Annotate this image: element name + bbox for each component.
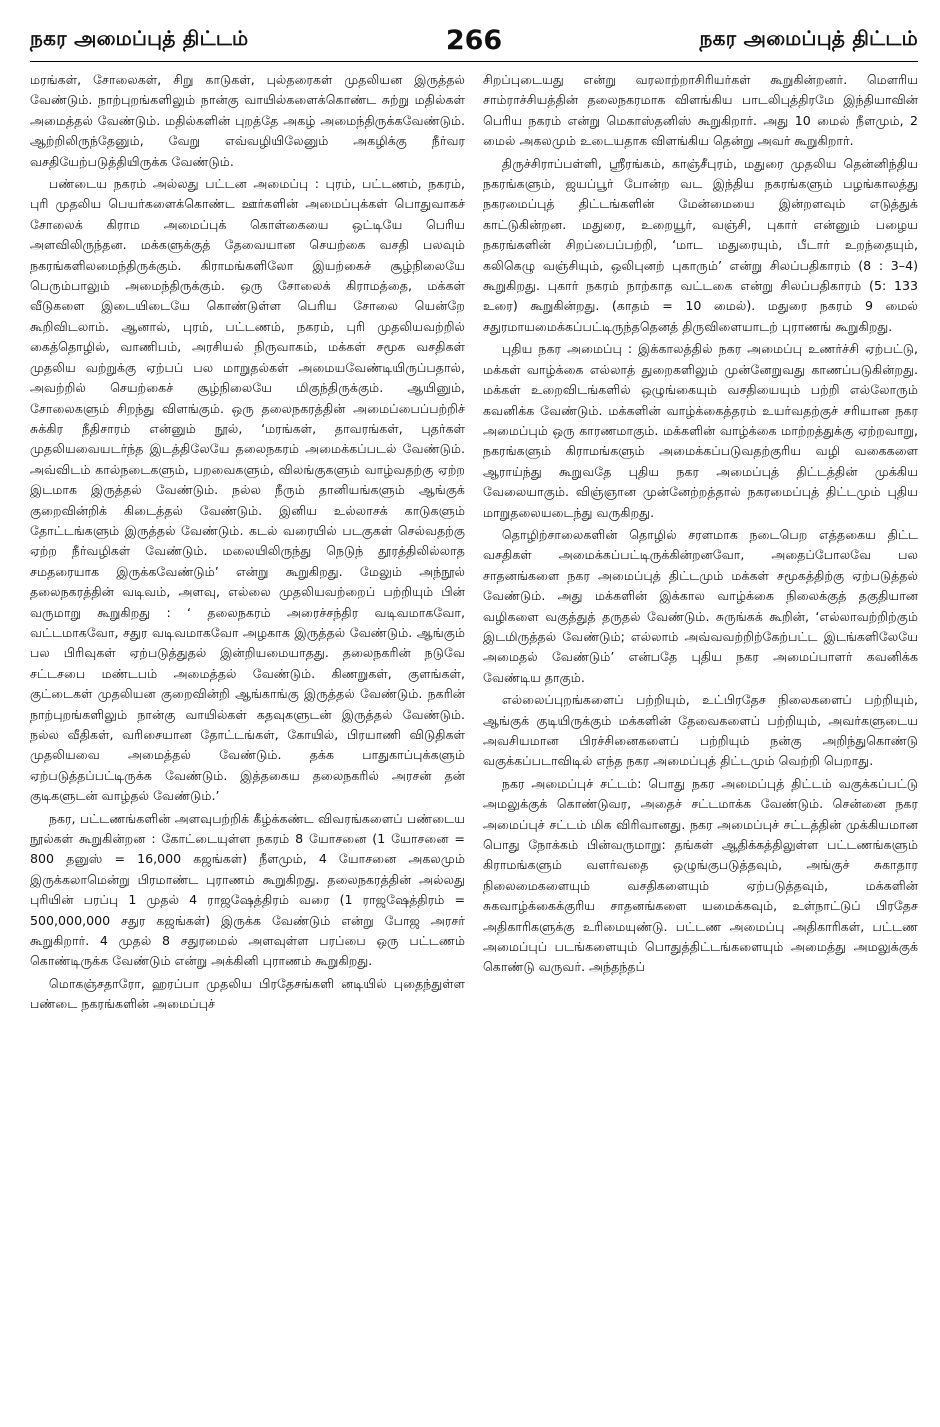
paragraph: சிறப்புடையது என்று வரலாற்றாசிரியர்கள் கூறுகின்றனர். மௌரிய சாம்ராச்சியத்தின் தலைநகரமாக விளங்கிய பாடலிபுத்திரமே இந்தியாவின் பெரிய நகரம் என்று மெகாஸ்தனிஸ் கூறுகிறார். அது 10 மைல் நீளமும், 2 மைல் அகலமும் உடையதாக விளங்கிய தென்று அவர் கூறுகிறார்.: [483, 72, 918, 149]
paragraph: நகர, பட்டணங்களின் அளவுபற்றிக் கீழ்க்கண்ட விவரங்களைப் பண்டைய நூல்கள் கூறுகின்றன : கோட்டையுள்ள நகரம் 8 யோசனை (1 யோசனை = 800 தனுஸ் = 16,000 கஜங்கள்) நீளமும், 4 யோசனை அகலமும் இருக்கலாமென்று பிரமாண்ட புராணம் கூறுகிறது. தலைநகரத்தின் அல்லது புரியின் பரப்பு 1 முதல் 4 ராஜஷேத்திரம் வரை (1 ராஜஷேத்திரம் = 500,000,000 சதுர கஜங்கள்) இருக்க வேண்டும் என்று போஜ அரசர் கூறுகிறார். 4 முதல் 8 சதுரமைல் அளவுள்ள பரப்பை ஒரு பட்டணம் கொண்டிருக்க வேண்டும் என்று அக்கினி புராணம் கூறுகிறது.: [30, 810, 465, 969]
paragraph: புதிய நகர அமைப்பு : இக்காலத்தில் நகர அமைப்பு உணர்ச்சி ஏற்பட்டு, மக்கள் வாழ்க்கை எல்லாத் துறைகளிலும் முன்னேறுவது காணப்படுகின்றது. மக்கள் உறைவிடங்களில் ஒழுங்கையும் வசதியையும் பற்றி எல்லோரும் கவனிக்க வேண்டும். மக்களின் வாழ்க்கைத்தரம் உயர்வதற்குச் சரியான நகர அமைப்பும் ஒரு காரணமாகும். மக்களின் வாழ்க்கை மாற்றத்துக்கு ஏற்றவாறு, நகரங்களும் கிராமங்களும் அமைக்கப்படுவதற்குரிய வழி வகைகளை ஆராய்ந்து கூறுவதே புதிய நகர அமைப்புத் திட்டத்தின் முக்கிய வேலையாகும். விஞ்ஞான முன்னேற்றத்தால் நகரமைப்புத் திட்டமும் புதிய மாறுதலையடைந்து வருகிறது.: [483, 341, 918, 520]
paragraph: திருச்சிராப்பள்ளி, ஸ்ரீரங்கம், காஞ்சீபுரம், மதுரை முதலிய தென்னிந்திய நகரங்களும், ஜயப்பூர் போன்ற வட இந்திய நகரங்களும் பழங்காலத்து நகரமைப்புத் திட்டங்களின் மேன்மையை இன்றளவும் எடுத்துக் காட்டுகின்றன. மதுரை, உறையூர், வஞ்சி, புகார் என்னும் பழைய நகரங்களின் சிறப்பைப்பற்றி, ‘மாட மதுரையும், பீடார் உறந்தையும், கலிகெழு வஞ்சியும், ஒலிபுனற் புகாரும்’ என்று சிலப்பதிகாரம் (8 : 3–4) கூறுகிறது. புகார் நகரம் நாற்காத வட்டகை என்று சிலப்பதிகாரம் (5: 133 உரை) கூறுகின்றது. (காதம் = 10 மைல்). மதுரை நகரம் 9 மைல் சதுரமாயமைக்கப்பட்டிருந்ததெனத் திருவிளையாடற் புராணங் கூறுகிறது.: [483, 155, 918, 334]
left-running-title: நகர அமைப்புத் திட்டம்: [30, 26, 249, 50]
page-header: [30, 6, 918, 62]
paragraph: எல்லைப்புறங்களைப் பற்றியும், உட்பிரதேச நிலைகளைப் பற்றியும், ஆங்குக் குடியிருக்கும் மக்களின் தேவைகளைப் பற்றியும், அவர்களுடைய அவசியமான பிரச்சினைகளைப் பற்றியும் நன்கு அறிந்துகொண்டு வகுக்கப்படாவிடில் எந்த நகர அமைப்புத் திட்டமும் வெற்றி பெறாது.: [483, 692, 918, 769]
paragraph: பண்டைய நகரம் அல்லது பட்டன அமைப்பு : புரம், பட்டணம், நகரம், புரி முதலிய பெயர்களைக்கொண்ட ஊர்களின் அமைப்புக்கள் பொதுவாகச் சோலைக் கிராம அமைப்புக் கொள்கையை ஒட்டியே பெரிய அளவிலிருந்தன. மக்களுக்குத் தேவையான செயற்கை வசதி பலவும் நகரங்களிலமைந்திருக்கும். கிராமங்களிலோ இயற்கைச் சூழ்நிலையே பெரும்பாலும் அமைந்திருக்கும். ஒரு சோலைக் கிராமத்தை, மக்கள் வீடுகளை இடையிடையே கொண்டுள்ள பெரிய சோலை யென்றே கூறிவிடலாம். ஆனால், புரம், பட்டணம், நகரம், புரி முதலியவற்றில் கைத்தொழில், வாணிபம், அரசியல் நிருவாகம், மக்கள் சமூக வசதிகள் முதலிய வற்றுக்கு ஏற்பப் பல மாறுதல்கள் அமையவேண்டியிருப்பதால், அவற்றில் செயற்கைச் சூழ்நிலையே மிகுந்திருக்கும். ஆயினும், சோலைகளும் சிறந்து விளங்கும். ஒரு தலைநகரத்தின் அமைப்பைப்பற்றிச் சுக்கிர நீதிசாரம் என்னும் நூல், ‘மரங்கள், தாவரங்கள், புதர்கள் முதலியவையடர்ந்த இடத்திலேயே தலைநகரம் அமைக்கப்படல் வேண்டும். அவ்விடம் கால்நடைகளும், பறவைகளும், விலங்குகளும் வாழ்வதற்கு ஏற்ற இடமாக இருத்தல் வேண்டும். நல்ல நீரும் தானியங்களும் ஆங்குக் குறைவின்றிக் கிடைத்தல் வேண்டும். இனிய உல்லாசக் காடுகளும் தோட்டங்களும் இருத்தல் வேண்டும். கடல் வரையில் படகுகள் செல்வதற்கு ஏற்ற நீர்வழிகள் வேண்டும். மலையிலிருந்து நெடுந் தூரத்திலில்லாத சமதரையாக இருக்கவேண்டும்’ என்று கூறுகிறது. மேலும் அந்நூல் தலைநகரத்தின் வடிவம், அளவு, எல்லை முதலியவற்றைப் பற்றியும் பின் வருமாறு கூறுகிறது : ‘ தலைநகரம் அரைச்சந்திர வடிவமாகவோ, வட்டமாகவோ, சதுர வடிவமாகவோ அழகாக இருத்தல் வேண்டும். ஆங்கும் பல பிரிவுகள் ஏற்படுத்துதல் இன்றியமையாதது. தலைநகரின் நடுவே சட்டசபை மண்டபம் அமைத்தல் வேண்டும். கிணறுகள், குளங்கள், குட்டைகள் முதலியன குறைவின்றி ஆங்காங்கு இருத்தல் வேண்டும். நகரின் நாற்புறங்களிலும் நான்கு வாயில்கள் கதவுகளுடன் இருத்தல் வேண்டும். நல்ல வீதிகள், வரிசையான தோட்டங்கள், கோயில், பிரயாணி விடுதிகள் முதலியவை அமைத்தல் வேண்டும். தக்க பாதுகாப்புக்களும் ஏற்படுத்தப்பட்டிருக்க வேண்டும். இத்தகைய தலைநகரில் அரசன் தன் குடிகளுடன் வாழ்தல் வேண்டும்.’: [30, 176, 465, 804]
two-column-body: [30, 70, 918, 1015]
paragraph: மொகஞ்சதாரோ, ஹரப்பா முதலிய பிரதேசங்களி னடியில் புதைந்துள்ள பண்டை நகரங்களின் அமைப்புச்: [30, 975, 465, 1012]
left-column: [30, 70, 465, 1015]
right-column: [483, 70, 918, 978]
paragraph: தொழிற்சாலைகளின் தொழில் சரளமாக நடைபெற எத்தகைய திட்ட வசதிகள் அமைக்கப்பட்டிருக்கின்றனவோ, அதைப்போலவே பல சாதனங்களை நகர அமைப்புத் திட்டமும் மக்கள் சமூகத்திற்கு ஏற்படுத்தல் வேண்டும். அது மக்களின் இக்கால வாழ்க்கை நிலைக்குத் தகுதியான வழிகளை வகுத்துத் தருதல் வேண்டும். சுருங்கக் கூறின், ‘எல்லாவற்றிற்கும் இடமிருத்தல் வேண்டும்; எல்லாம் அவ்வவற்றிற்கேற்பட்ட இடங்களிலேயே அமைதல் வேண்டும்’ என்பதே புதிய நகர அமைப்பாளர் கவனிக்க வேண்டிய தாகும்.: [483, 526, 918, 685]
right-running-title: நகர அமைப்புத் திட்டம்: [699, 26, 918, 50]
paragraph: நகர அமைப்புச் சட்டம்: பொது நகர அமைப்புத் திட்டம் வகுக்கப்பட்டு அமலுக்குக் கொண்டுவர, அதைச் சட்டமாக்க வேண்டும். சென்னை நகர அமைப்புச் சட்டம் மிக விரிவானது. நகர அமைப்புச் சட்டத்தின் முக்கியமான பொது நோக்கம் பின்வருமாறு: தங்கள் ஆதிக்கத்திலுள்ள பட்டணங்களும் கிராமங்களும் வளர்வதை ஒழுங்குபடுத்தவும், அங்குச் சுகாதார நிலைமைகளையும் வசதிகளையும் ஏற்படுத்தவும், மக்களின் சுகவாழ்க்கைக்குரிய சாதனங்களை யமைக்கவும், உள்நாட்டுப் பிரதேச அதிகாரிகளுக்கு உரிமையுண்டு. பட்டண அமைப்பு அதிகாரிகள், பட்டண அமைப்புப் படங்களையும் பொதுத்திட்டங்களையும் அமைத்து அமலுக்குக் கொண்டு வருவர். அந்தந்தப்: [483, 775, 918, 975]
page-number: 266: [445, 25, 503, 56]
paragraph: மரங்கள், சோலைகள், சிறு காடுகள், புல்தரைகள் முதலியன இருத்தல் வேண்டும். நாற்புறங்களிலும் நான்கு வாயில்களைக்கொண்ட சுற்று மதில்கள் அமைத்தல் வேண்டும். மதில்களின் புறத்தே அகழ் அமைந்திருக்கவேண்டும். ஆற்றிலிருந்தேனும், வேறு எவ்வழியிலேனும் அகழிக்கு நீர்வர வசதியேற்படுத்தியிருக்க வேண்டும்.: [30, 72, 465, 169]
